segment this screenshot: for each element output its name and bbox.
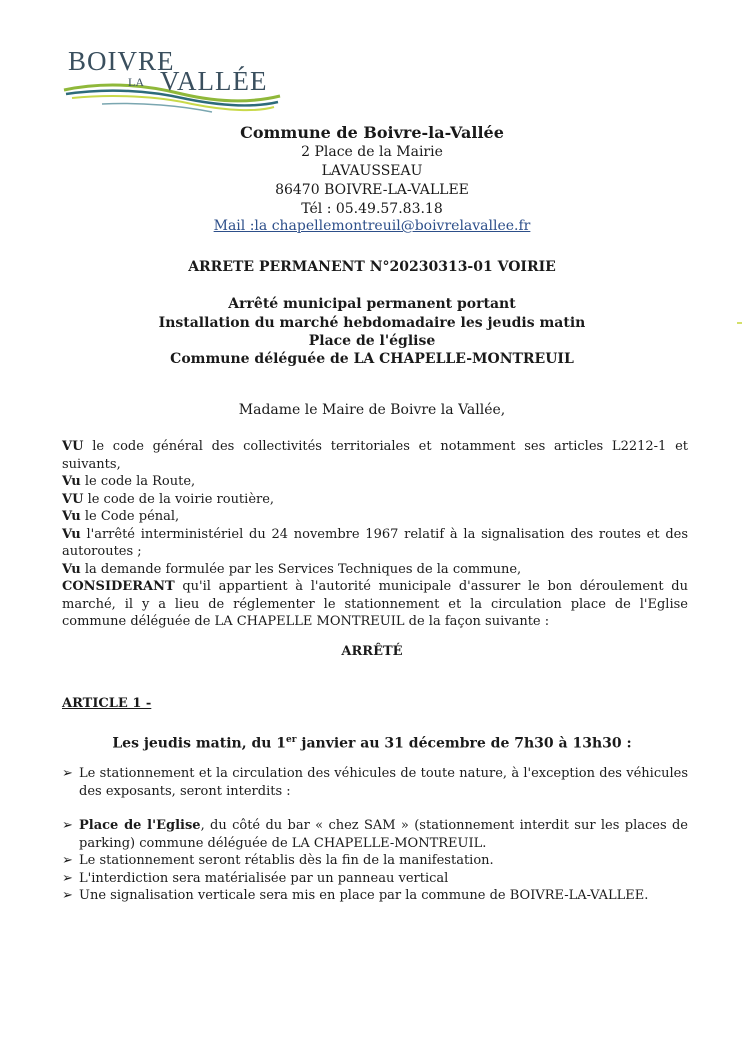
- address-line-3: 86470 BOIVRE-LA-VALLEE: [275, 182, 469, 198]
- considerations-block: [62, 438, 688, 631]
- commune-logo: [62, 44, 284, 122]
- arrow-bullet-icon: ➢: [62, 870, 73, 886]
- consideration-6: Vu la demande formulée par les Services Techniques de la commune,: [62, 561, 522, 577]
- bullet-item-5: ➢ Une signalisation verticale sera mis en place par la commune de BOIVRE-LA-VALLEE.: [62, 888, 649, 903]
- title-line-4: Commune déléguée de LA CHAPELLE-MONTREUIL: [170, 351, 574, 367]
- bullet-item-2: ➢ Place de l'Eglise, du côté du bar « chez SAM » (stationnement interdit sur les places de parking) commune déléguée de LA CHAPELLE-MONTREUIL.: [62, 818, 688, 851]
- article-1-schedule: Les jeudis matin, du 1er janvier au 31 décembre de 7h30 à 13h30 :: [112, 735, 632, 752]
- article-1-bullets: [62, 765, 688, 905]
- logo-word-boivre: BOIVRE: [68, 46, 175, 76]
- mail-link[interactable]: Mail :la chapellemontreuil@boivrelavallee.fr: [213, 218, 531, 234]
- arrete-heading: ARRÊTÉ: [341, 644, 403, 659]
- phone-number: Tél : 05.49.57.83.18: [301, 201, 443, 217]
- consideration-3: VU le code de la voirie routière,: [62, 491, 275, 507]
- arrow-bullet-icon: ➢: [62, 853, 73, 868]
- consideration-7: CONSIDERANT qu'il appartient à l'autorité municipale d'assurer le bon déroulement du marché, il y a lieu de réglementer le stationnement et la circulation place de l'Eglise commune déléguée de LA CHAPELLE MONTREUIL de la façon suivante :: [62, 579, 688, 629]
- title-line-2: Installation du marché hebdomadaire les jeudis matin: [158, 315, 586, 331]
- bullet-item-3: ➢ Le stationnement seront rétablis dès la fin de la manifestation.: [62, 853, 494, 868]
- scan-mark: [737, 322, 742, 324]
- arrow-bullet-icon: ➢: [62, 818, 73, 833]
- commune-name: Commune de Boivre-la-Vallée: [240, 123, 504, 142]
- arrow-bullet-icon: ➢: [62, 888, 73, 903]
- article-1-heading: ARTICLE 1 -: [62, 696, 152, 711]
- bullet-item-4: ➢ L'interdiction sera matérialisée par un panneau vertical: [62, 870, 449, 886]
- arrow-bullet-icon: ➢: [62, 766, 73, 781]
- title-line-3: Place de l'église: [308, 333, 436, 349]
- bullet-item-1: ➢ Le stationnement et la circulation des véhicules de toute nature, à l'exception des véhicules des exposants, seront interdits :: [62, 766, 688, 799]
- consideration-4: Vu le Code pénal,: [62, 509, 180, 524]
- consideration-5: Vu l'arrêté interministériel du 24 novembre 1967 relatif à la signalisation des routes et des autoroutes ;: [62, 526, 688, 559]
- consideration-1: VU le code général des collectivités territoriales et notamment ses articles L2212-1 et suivants,: [62, 439, 688, 472]
- title-line-1: Arrêté municipal permanent portant: [228, 296, 516, 312]
- logo-word-la: LA: [128, 75, 144, 89]
- logo-word-vallee: VALLÉE: [160, 66, 268, 96]
- consideration-2: Vu le code la Route,: [62, 474, 196, 489]
- address-line-2: LAVAUSSEAU: [321, 163, 423, 179]
- salutation: Madame le Maire de Boivre la Vallée,: [238, 402, 506, 418]
- address-line-1: 2 Place de la Mairie: [301, 144, 443, 160]
- arrete-number: ARRETE PERMANENT N°20230313-01 VOIRIE: [188, 259, 556, 275]
